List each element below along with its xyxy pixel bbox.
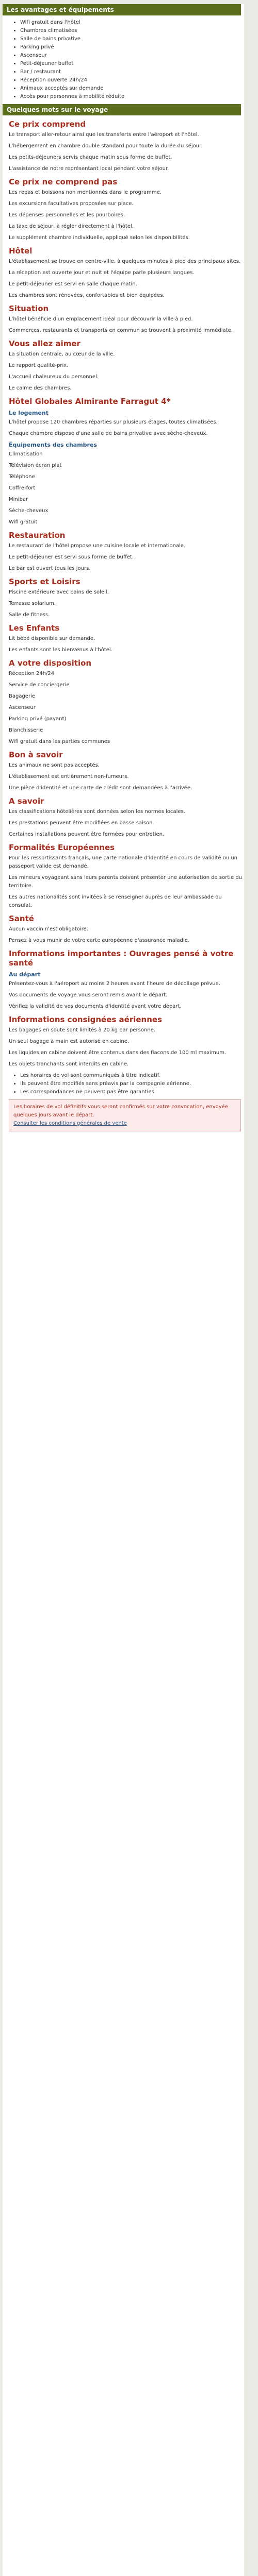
heading-sante: Santé [9, 914, 34, 923]
text-paragraph: Les bagages en soute sont limités à 20 kg par personne. [9, 1027, 155, 1033]
text-paragraph: Piscine extérieure avec bains de soleil. [9, 589, 109, 595]
text-paragraph: L'assistance de notre représentant local pendant votre séjour. [9, 166, 169, 172]
text-paragraph: Aucun vaccin n'est obligatoire. [9, 926, 88, 932]
text-paragraph: L'hôtel propose 120 chambres réparties sur plusieurs étages, toutes climatisées. [9, 419, 218, 425]
heading-vous-allez-aimer: Vous allez aimer [9, 339, 80, 348]
list-item: • Salle de bains privative [20, 35, 244, 43]
list-item: • Parking privé [20, 43, 244, 52]
text-paragraph: L'établissement est entièrement non-fumeurs. [9, 774, 129, 779]
list-item: • Bar / restaurant [20, 68, 244, 76]
text-paragraph: Les liquides en cabine doivent être contenus dans des flacons de 100 ml maximum. [9, 1050, 227, 1056]
text-paragraph: Le petit-déjeuner est servi en salle chaque matin. [9, 281, 137, 287]
heading-enfants: Les Enfants [9, 623, 60, 633]
flight-bullet-list [9, 1072, 244, 1096]
text-paragraph: Le bar est ouvert tous les jours. [9, 566, 91, 571]
text-paragraph: Les petits-déjeuners servis chaque matin sous forme de buffet. [9, 155, 172, 160]
text-paragraph: La taxe de séjour, à régler directement à l'hôtel. [9, 224, 134, 229]
heading-informations-aeriennes: Informations consignées aériennes [9, 1015, 163, 1024]
text-paragraph: Coffre-fort [9, 485, 36, 491]
text-paragraph: Les objets tranchants sont interdits en cabine. [9, 1061, 129, 1067]
text-paragraph: L'établissement se trouve en centre-ville, à quelques minutes à pied des principaux sites. [9, 259, 241, 264]
list-item: • Ascenseur [20, 52, 244, 60]
text-paragraph: Wifi gratuit [9, 519, 38, 525]
text-paragraph: Les excursions facultatives proposées sur place. [9, 201, 134, 207]
text-paragraph: Télévision écran plat [9, 463, 62, 468]
text-paragraph: Chaque chambre dispose d'une salle de bains privative avec sèche-cheveux. [9, 431, 208, 436]
text-paragraph: Les animaux ne sont pas acceptés. [9, 762, 100, 768]
heading-bon-a-savoir: Bon à savoir [9, 750, 63, 759]
text-paragraph: Sèche-cheveux [9, 508, 49, 514]
text-paragraph: L'hôtel bénéficie d'un emplacement idéal pour découvrir la ville à pied. [9, 316, 193, 322]
heading-formalites: Formalités Européennes [9, 843, 115, 852]
list-item: • Petit-déjeuner buffet [20, 60, 244, 68]
text-paragraph: La réception est ouverte jour et nuit et l'équipe parle plusieurs langues. [9, 270, 195, 276]
text-paragraph: Réception 24h/24 [9, 671, 55, 676]
hotel-name-title: Hôtel Globales Almirante Farragut 4* [9, 397, 171, 406]
text-paragraph: Parking privé (payant) [9, 716, 67, 722]
list-item: • Animaux acceptés sur demande [20, 84, 244, 93]
list-item: • Les correspondances ne peuvent pas être garanties. [20, 1088, 244, 1096]
text-paragraph: Vos documents de voyage vous seront remis avant le départ. [9, 992, 168, 998]
text-paragraph: L'accueil chaleureux du personnel. [9, 374, 99, 380]
heading-situation: Situation [9, 304, 49, 313]
text-paragraph: L'hébergement en chambre double standard pour toute la durée du séjour. [9, 143, 203, 149]
text-paragraph: Présentez-vous à l'aéroport au moins 2 heures avant l'heure de décollage prévue. [9, 981, 220, 987]
text-paragraph: Les mineurs voyageant sans leurs parents doivent présenter une autorisation de sortie du territoire. [9, 875, 243, 889]
heading-a-savoir: A savoir [9, 796, 44, 806]
list-item: • Réception ouverte 24h/24 [20, 76, 244, 84]
heading-a-votre-disposition: A votre disposition [9, 658, 92, 668]
text-paragraph: Vérifiez la validité de vos documents d'identité avant votre départ. [9, 1004, 182, 1009]
text-paragraph: Les autres nationalités sont invitées à se renseigner auprès de leur ambassade ou consulat. [9, 894, 222, 908]
text-paragraph: Le petit-déjeuner est servi sous forme de buffet. [9, 554, 134, 560]
text-paragraph: Les enfants sont les bienvenus à l'hôtel. [9, 647, 112, 653]
text-paragraph: Le transport aller-retour ainsi que les transferts entre l'aéroport et l'hôtel. [9, 132, 199, 138]
equipements-list [9, 19, 244, 101]
text-paragraph: Terrasse solarium. [9, 601, 56, 606]
text-paragraph: Téléphone [9, 474, 35, 480]
heading-equipements-chambres: Équipements des chambres [9, 442, 97, 448]
list-item: • Accès pour personnes à mobilité réduite [20, 93, 244, 101]
heading-ce-prix-ne-comprend-pas: Ce prix ne comprend pas [9, 177, 118, 187]
text-paragraph: Les chambres sont rénovées, confortables et bien équipées. [9, 293, 165, 298]
text-paragraph: Climatisation [9, 451, 43, 457]
text-paragraph: Blanchisserie [9, 727, 43, 733]
text-paragraph: Le restaurant de l'hôtel propose une cuisine locale et internationale. [9, 543, 186, 549]
text-paragraph: Certaines installations peuvent être fermées pour entretien. [9, 832, 165, 837]
list-item: • Wifi gratuit dans l'hôtel [20, 19, 244, 27]
heading-sports-loisirs: Sports et Loisirs [9, 577, 80, 586]
heading-au-depart: Au départ [9, 971, 41, 978]
heading-hotel: Hôtel [9, 246, 33, 256]
text-paragraph: Ascenseur [9, 705, 36, 710]
heading-ce-prix-comprend: Ce prix comprend [9, 120, 86, 129]
text-paragraph: Pensez à vous munir de votre carte européenne d'assurance maladie. [9, 938, 190, 943]
page [3, 4, 244, 2576]
text-paragraph: Le rapport qualité-prix. [9, 363, 69, 368]
list-item: • Les horaires de vol sont communiqués à titre indicatif. [20, 1072, 244, 1080]
notice-link[interactable]: Consulter les conditions générales de vente [13, 1121, 127, 1126]
text-paragraph: Un seul bagage à main est autorisé en cabine. [9, 1039, 130, 1044]
section-title-voyage: Quelques mots sur le voyage [3, 104, 241, 115]
text-paragraph: Commerces, restaurants et transports en commun se trouvent à proximité immédiate. [9, 328, 233, 333]
text-paragraph: Pour les ressortissants français, une carte nationale d'identité en cours de validité ou un passeport valide est demandé. [9, 855, 238, 869]
text-paragraph: Les dépenses personnelles et les pourboires. [9, 212, 125, 218]
text-paragraph: Les classifications hôtelières sont données selon les normes locales. [9, 809, 185, 815]
heading-informations-importantes: Informations importantes : Ouvrages pensé à votre santé [9, 949, 234, 968]
text-paragraph: Bagagerie [9, 693, 36, 699]
section-title-avantages: Les avantages et équipements [3, 4, 241, 15]
text-paragraph: Les repas et boissons non mentionnés dans le programme. [9, 190, 162, 195]
text-paragraph: Minibar [9, 497, 28, 502]
text-paragraph: Les prestations peuvent être modifiées en basse saison. [9, 820, 154, 826]
text-paragraph: Wifi gratuit dans les parties communes [9, 739, 110, 744]
text-paragraph: Salle de fitness. [9, 612, 50, 618]
list-item: • Chambres climatisées [20, 27, 244, 35]
text-paragraph: Service de conciergerie [9, 682, 70, 688]
heading-restauration: Restauration [9, 531, 66, 540]
text-paragraph: Une pièce d'identité et une carte de crédit sont demandées à l'arrivée. [9, 785, 192, 791]
text-paragraph: Le supplément chambre individuelle, appliqué selon les disponibilités. [9, 235, 190, 241]
text-paragraph: Le calme des chambres. [9, 385, 72, 391]
list-item: • Ils peuvent être modifiés sans préavis par la compagnie aérienne. [20, 1080, 244, 1088]
text-paragraph: La situation centrale, au cœur de la ville. [9, 351, 115, 357]
heading-logement: Le logement [9, 410, 49, 416]
notice-text: Les horaires de vol définitifs vous seront confirmés sur votre convocation, envoyée quelques jours avant le départ. [13, 1104, 228, 1118]
text-paragraph: Lit bébé disponible sur demande. [9, 636, 95, 641]
notice-box [9, 1099, 241, 1131]
